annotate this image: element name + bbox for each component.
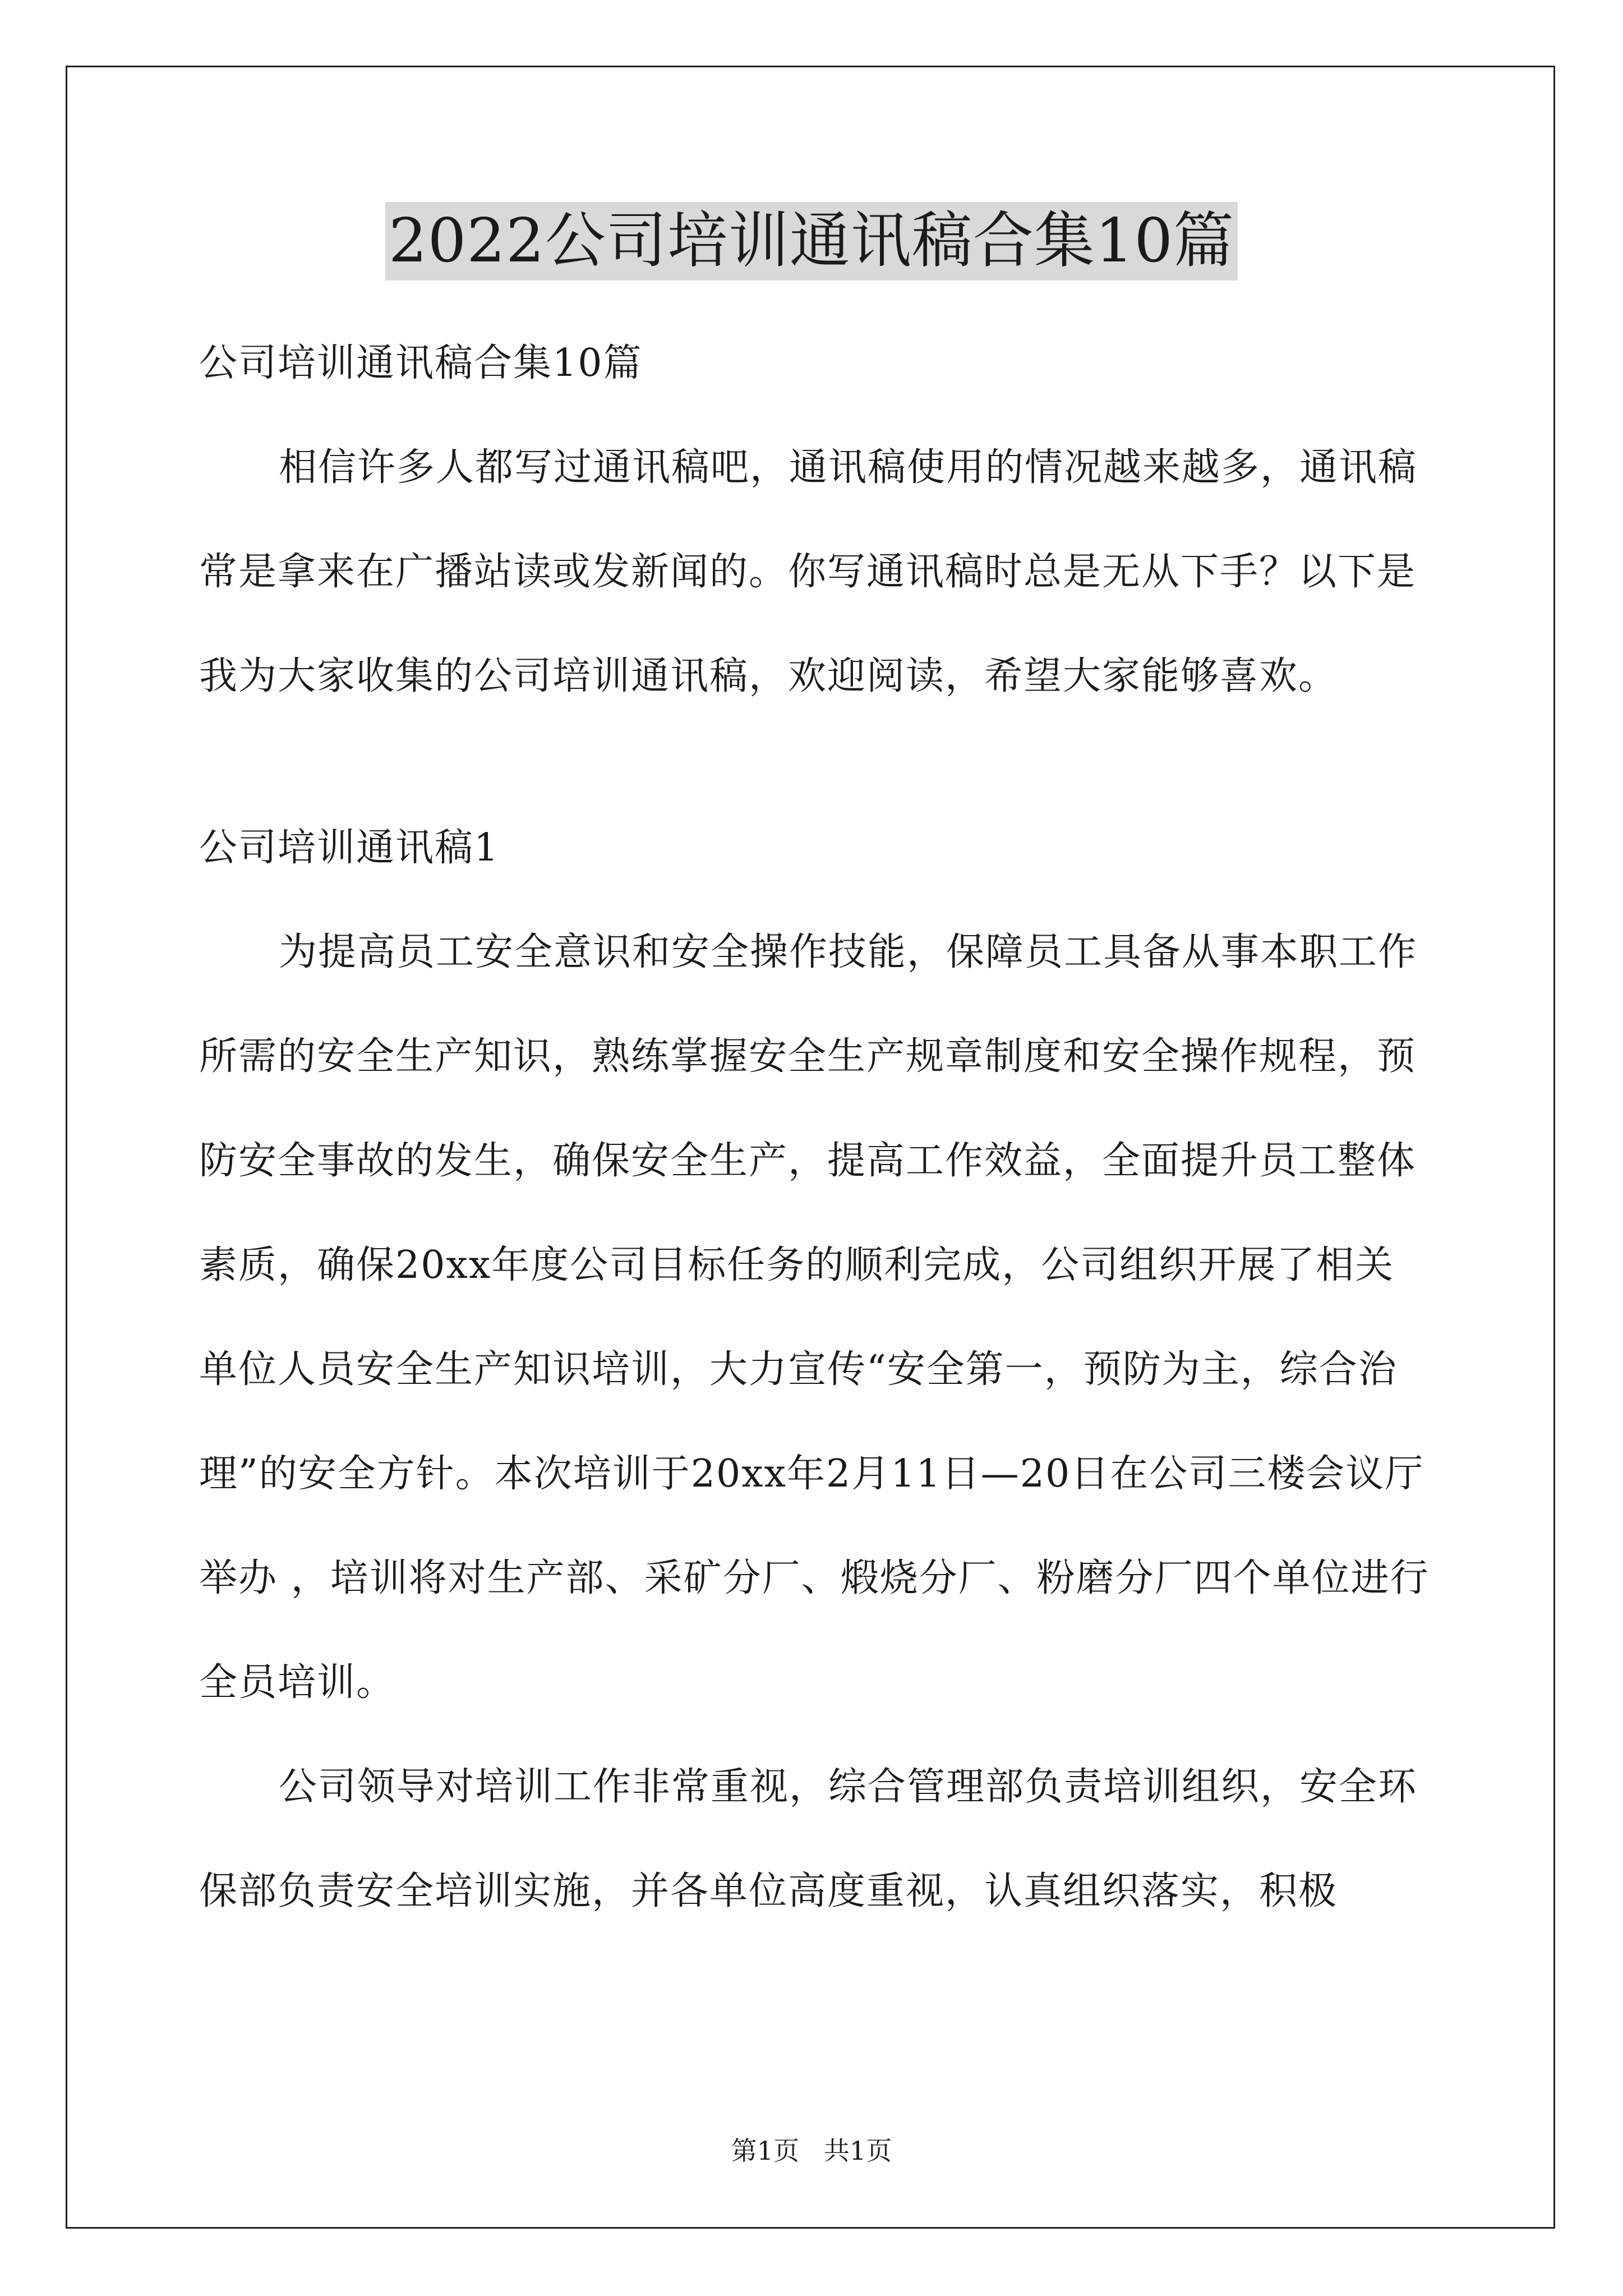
intro-paragraph: 相信许多人都写过通讯稿吧，通讯稿使用的情况越来越多，通讯稿常是拿来在广播站读或发新闻的。你写通讯稿时总是无从下手？以下是我为大家收集的公司培训通讯稿，欢迎阅读，希望大家能够喜欢。 — [199, 445, 1418, 698]
title-container — [0, 202, 1623, 280]
document-subtitle: 公司培训通讯稿合集10篇 — [199, 341, 643, 385]
section-gap — [199, 729, 1433, 796]
section-heading: 公司培训通讯稿1 — [199, 826, 500, 870]
page-footer: 第1页 共1页 — [731, 2136, 892, 2166]
body-paragraph: 公司领导对培训工作非常重视，综合管理部负责培训组织，安全环保部负责安全培训实施，并各单位高度重视，认真组织落实，积极 — [199, 1765, 1418, 1913]
document-body — [199, 311, 1433, 1944]
document-title: 2022公司培训通讯稿合集10篇 — [385, 202, 1238, 280]
body-paragraph: 为提高员工安全意识和安全操作技能，保障员工具备从事本职工作所需的安全生产知识，熟练掌握安全生产规章制度和安全操作规程，预防安全事故的发生，确保安全生产，提高工作效益，全面提升员工整体素质，确保20xx年度公司目标任务的顺利完成，公司组织开展了相关单位人员安全生产知识培训，大力宣传“安全第一，预防为主，综合治理”的安全方针。本次培训于20xx年2月11日—20日在公司三楼会议厅举办 ，培训将对生产部、采矿分厂、煅烧分厂、粉磨分厂四个单位进行全员培训。 — [199, 930, 1430, 1705]
